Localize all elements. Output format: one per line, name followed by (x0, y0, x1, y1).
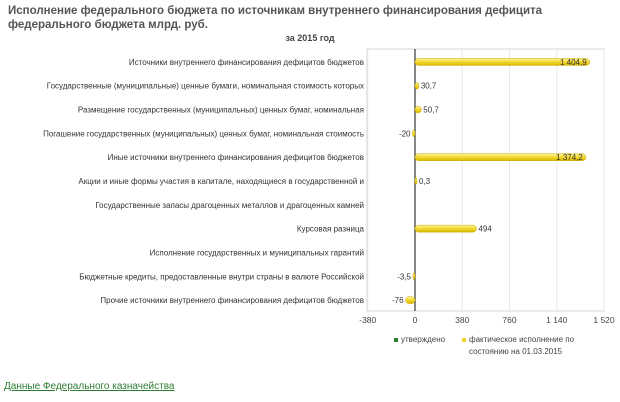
source-link[interactable]: Данные Федерального казначейства (4, 381, 175, 392)
x-tick-label: 760 (502, 315, 517, 325)
category-label: Государственные (муниципальные) ценные бумаги, номинальная стоимость которых (46, 81, 364, 91)
data-label: -20 (398, 129, 411, 139)
data-label: 1 374,2 (556, 153, 583, 163)
category-label: Исполнение государственных и муниципальных гарантий (149, 248, 364, 258)
category-label: Курсовая разница (296, 224, 364, 234)
category-label: Источники внутреннего финансирования дефицитов бюджетов (128, 57, 364, 67)
legend-actual-label-line2: состоянию на 01.03.2015 (469, 347, 563, 356)
legend-approved-swatch (394, 338, 398, 342)
data-label: 1 404,9 (559, 57, 587, 67)
data-label: 50,7 (423, 105, 439, 115)
bar[interactable] (413, 130, 415, 137)
x-tick-label: -380 (359, 315, 377, 325)
bar[interactable] (406, 297, 415, 304)
category-label: Прочие источники внутреннего финансирования дефицитов бюджетов (100, 296, 364, 306)
bar[interactable] (413, 273, 415, 280)
x-tick-label: 380 (455, 315, 470, 325)
data-label: 30,7 (420, 81, 437, 91)
x-tick-label: 1 520 (593, 315, 615, 325)
bar[interactable] (415, 82, 419, 89)
bar[interactable] (415, 178, 417, 185)
chart-subtitle: за 2015 год (285, 33, 335, 43)
category-label: Размещение государственных (муниципальных) ценных бумаг, номинальная (77, 105, 364, 115)
legend-approved-label: утверждено (401, 335, 446, 344)
bar[interactable] (415, 225, 476, 232)
category-label: Погашение государственных (муниципальных) ценных бумаг, номинальная стоимость (43, 129, 364, 139)
data-label: -3,5 (397, 272, 411, 282)
data-label: 0,3 (419, 177, 431, 186)
category-label: Иные источники внутреннего финансирования дефицитов бюджетов (107, 153, 364, 163)
x-tick-label: 0 (412, 315, 418, 325)
data-label: 494 (478, 224, 492, 234)
legend-actual-swatch (462, 338, 466, 342)
category-label: Государственные запасы драгоценных металлов и драгоценных камней (95, 200, 364, 210)
legend (394, 335, 575, 356)
data-label: -76 (391, 296, 404, 306)
legend-actual-label-line1: фактическое исполнение по (469, 335, 575, 344)
bar[interactable] (415, 106, 421, 113)
category-label: Акции и иные формы участия в капитале, находящиеся в государственной и (78, 177, 364, 186)
category-label: Бюджетные кредиты, предоставленные внутри страны в валюте Российской (79, 272, 364, 282)
chart-title: Исполнение федерального бюджета по источникам внутреннего финансирования дефицита федерального бюджета млрд. руб. (8, 5, 543, 31)
x-tick-label: 1 140 (546, 315, 568, 325)
